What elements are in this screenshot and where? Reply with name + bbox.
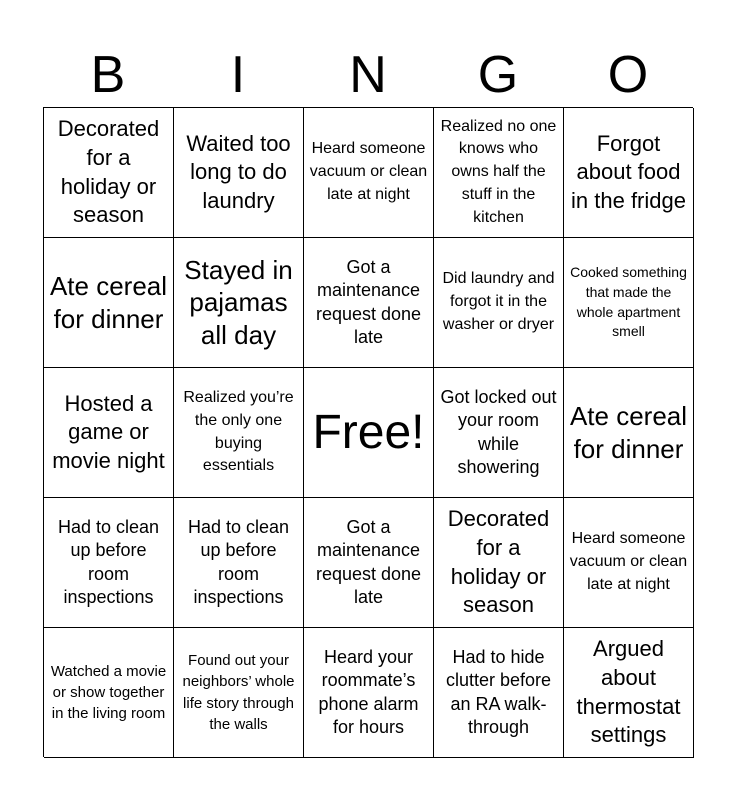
bingo-cell-n5[interactable]	[304, 628, 434, 758]
cell-text: Stayed in pajamas all day	[184, 254, 293, 350]
bingo-header	[43, 44, 693, 106]
header-letter-g: G	[477, 46, 519, 104]
cell-text: Realized no one knows who owns half the stuff in the kitchen	[440, 117, 557, 226]
bingo-cell-n4[interactable]	[304, 498, 434, 628]
cell-text: Decorated for a holiday or season	[57, 116, 160, 228]
cell-text: Waited too long to do laundry	[186, 130, 291, 213]
cell-text: Got locked out your room while showering	[440, 387, 557, 477]
bingo-cell-b5[interactable]	[44, 628, 174, 758]
cell-text: Ate cereal for dinner	[569, 401, 688, 464]
bingo-cell-o4[interactable]	[564, 498, 694, 628]
cell-text: Cooked something that made the whole apartment smell	[570, 263, 687, 340]
bingo-cell-g2[interactable]	[434, 238, 564, 368]
header-letter-b: B	[90, 46, 126, 104]
bingo-cell-b2[interactable]	[44, 238, 174, 368]
cell-text: Forgot about food in the fridge	[571, 130, 686, 213]
cell-text: Got a maintenance request done late	[315, 517, 422, 607]
cell-text: Got a maintenance request done late	[315, 257, 422, 347]
bingo-cell-g1[interactable]	[434, 108, 564, 238]
cell-text: Had to hide clutter before an RA walk-through	[445, 647, 552, 737]
cell-text: Found out your neighbors’ whole life story through the walls	[182, 651, 295, 733]
cell-text: Did laundry and forgot it in the washer or dryer	[442, 270, 555, 333]
bingo-cell-g3[interactable]	[434, 368, 564, 498]
cell-text: Heard your roommate’s phone alarm for hours	[318, 647, 419, 737]
cell-text: Heard someone vacuum or clean late at night	[569, 530, 688, 593]
cell-text: Hosted a game or movie night	[52, 390, 165, 473]
bingo-cell-i1[interactable]	[174, 108, 304, 238]
bingo-cell-g5[interactable]	[434, 628, 564, 758]
cell-text: Had to clean up before room inspections	[187, 517, 290, 607]
bingo-cell-o5[interactable]	[564, 628, 694, 758]
bingo-cell-b4[interactable]	[44, 498, 174, 628]
bingo-cell-g4[interactable]	[434, 498, 564, 628]
bingo-cell-i3[interactable]	[174, 368, 304, 498]
bingo-cell-i4[interactable]	[174, 498, 304, 628]
header-letter-i: I	[230, 46, 246, 104]
free-space-text: Free!	[312, 405, 425, 459]
bingo-cell-b3[interactable]	[44, 368, 174, 498]
bingo-cell-n1[interactable]	[304, 108, 434, 238]
bingo-cell-b1[interactable]	[44, 108, 174, 238]
bingo-cell-free[interactable]	[304, 368, 434, 498]
bingo-cell-o2[interactable]	[564, 238, 694, 368]
cell-text: Ate cereal for dinner	[49, 271, 168, 334]
header-letter-o: O	[607, 46, 649, 104]
bingo-cell-i2[interactable]	[174, 238, 304, 368]
cell-text: Argued about thermostat settings	[576, 636, 681, 748]
header-letter-n: N	[349, 46, 387, 104]
bingo-board	[43, 107, 693, 757]
cell-text: Decorated for a holiday or season	[447, 506, 550, 618]
bingo-cell-n2[interactable]	[304, 238, 434, 368]
bingo-cell-o1[interactable]	[564, 108, 694, 238]
bingo-cell-i5[interactable]	[174, 628, 304, 758]
cell-text: Watched a movie or show together in the living room	[50, 662, 167, 723]
cell-text: Heard someone vacuum or clean late at night	[309, 140, 428, 203]
cell-text: Had to clean up before room inspections	[57, 517, 160, 607]
bingo-cell-o3[interactable]	[564, 368, 694, 498]
cell-text: Realized you’re the only one buying essentials	[183, 389, 294, 475]
